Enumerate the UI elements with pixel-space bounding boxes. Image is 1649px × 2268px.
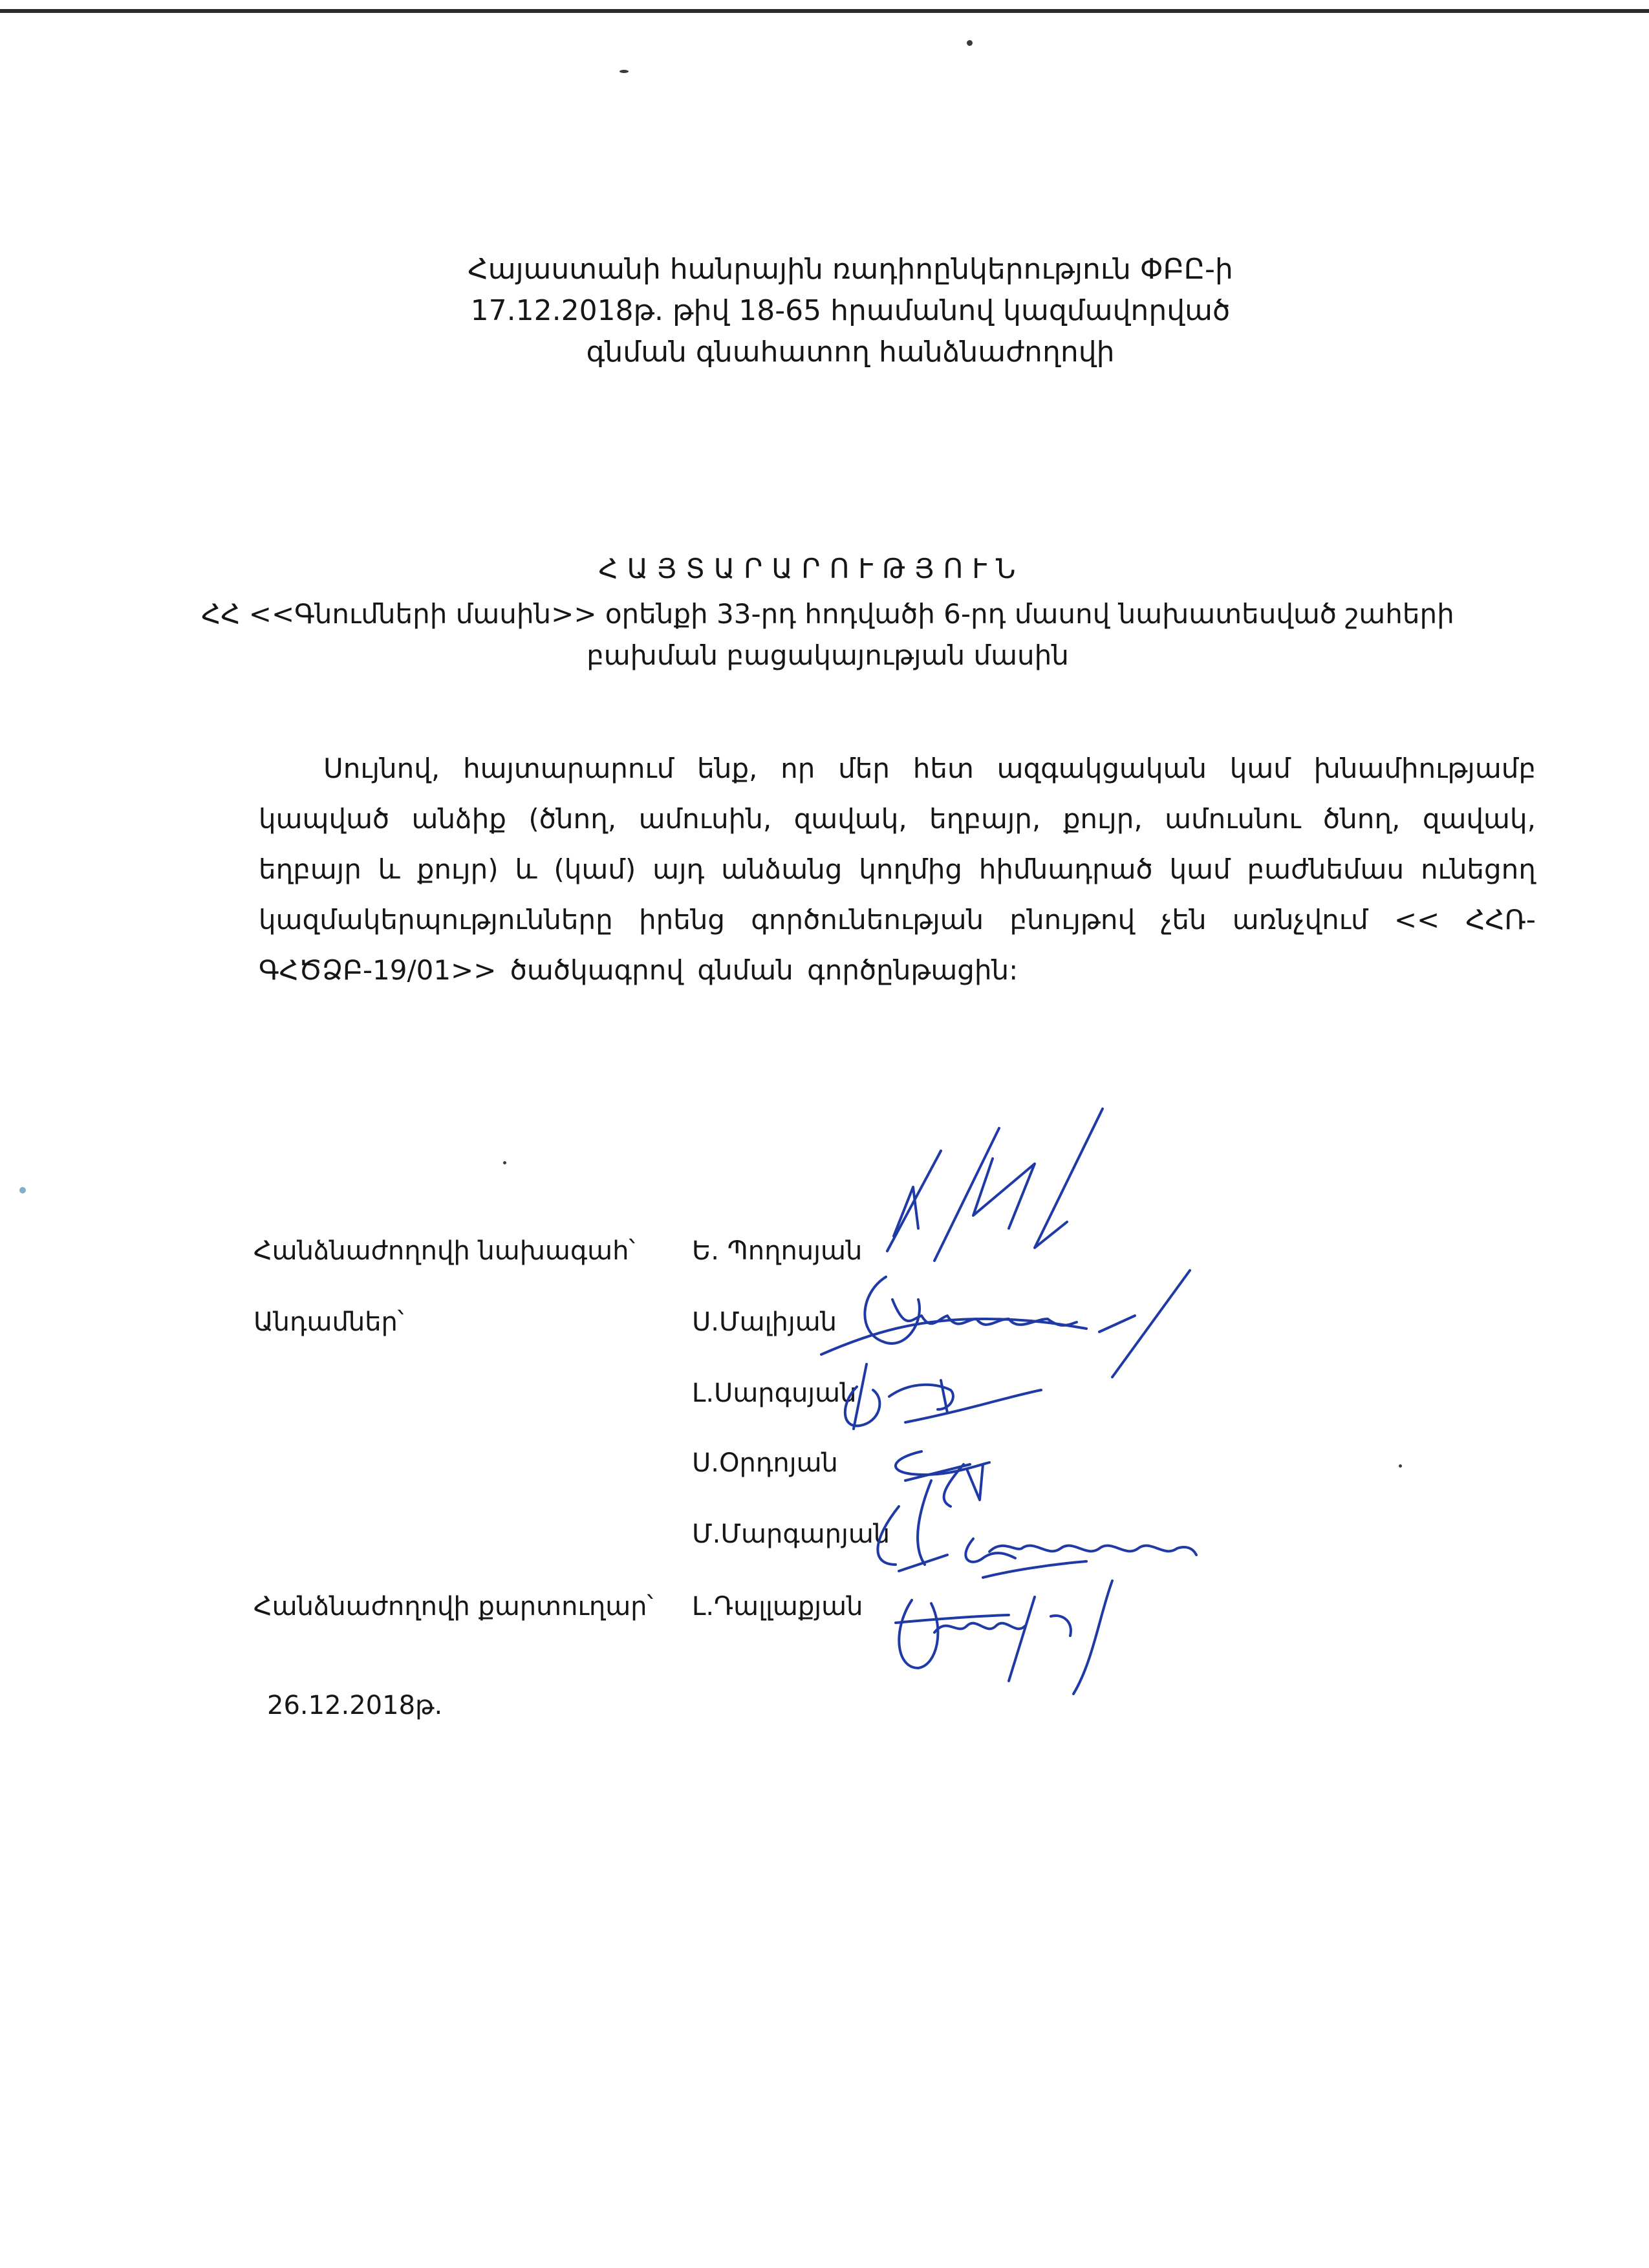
addressee-line: 17.12.2018թ. թիվ 18-65 հրամանով կազմավորված (470, 294, 1231, 327)
paragraph-line (259, 895, 1536, 945)
paragraph-word: և (378, 853, 400, 885)
subtitle-line: բախման բացակայության մասին (587, 639, 1069, 671)
paragraph-word: կազմակերպությունները (259, 904, 613, 936)
secretary-label: Հանձնաժողովի քարտուղար՝ (253, 1592, 654, 1621)
paragraph-word: հիմնադրած (978, 853, 1153, 885)
paragraph-word: բնույթով (1009, 904, 1136, 936)
signature-member-4 (878, 1481, 1196, 1578)
paragraph-word: կամ (1229, 753, 1291, 784)
scan-speck (967, 40, 973, 46)
paragraph-word: բաժնեմաս (1247, 853, 1405, 885)
scan-speck (503, 1161, 506, 1164)
paragraph-word: << (1394, 904, 1440, 936)
paragraph-word: զավակ, (1422, 803, 1536, 835)
signature-member-3 (896, 1451, 989, 1506)
document-title: ՀԱՅՏԱՐԱՐՈՒԹՅՈՒՆ (598, 553, 1025, 584)
signature-secretary (896, 1581, 1112, 1694)
chair-label: Հանձնաժողովի նախագահ՝ (253, 1236, 635, 1266)
subtitle-line: ՀՀ <<Գնումների մասին>> օրենքի 33-րդ հոդվածի 6-րդ մասով նախատեսված շահերի (201, 598, 1454, 630)
paragraph-word: կապված (259, 803, 390, 835)
paragraph-word: Սույնով, (323, 753, 440, 784)
member-name: Ս.Մալիյան (692, 1307, 837, 1337)
member-name: Լ.Սարգսյան (692, 1378, 857, 1408)
paragraph-word: եղբայր (259, 853, 361, 885)
scan-speck (620, 70, 629, 73)
paragraph-word: ենք, (697, 753, 758, 784)
paragraph-word: ծնող, (1323, 803, 1401, 835)
signature-member-1 (821, 1270, 1190, 1377)
paragraph-word: ամուսնու (1165, 803, 1301, 835)
chair-name: Ե. Պողոսյան (692, 1236, 863, 1266)
paragraph-line (259, 844, 1536, 895)
scan-speck (19, 1187, 26, 1193)
paragraph-word: ամուսին, (638, 803, 772, 835)
paragraph-word: առնչվում (1232, 904, 1368, 936)
paragraph-word: կամ (1169, 853, 1231, 885)
paragraph-word: մեր (838, 753, 890, 784)
paragraph-word: և (515, 853, 537, 885)
paragraph-word: քույր) (416, 853, 499, 885)
paragraph-word: գործունեության (751, 904, 984, 936)
paragraph-line: ԳՀԾՁԲ-19/01>> ծածկագրով գնման գործընթացին: (259, 954, 1018, 986)
paragraph-word: չեն (1161, 904, 1207, 936)
scan-edge-line (0, 9, 1649, 13)
paragraph-line (259, 794, 1536, 844)
paragraph-word: հայտարարում (462, 753, 674, 784)
addressee-block (453, 249, 1248, 373)
members-label: Անդամներ՝ (253, 1307, 404, 1337)
paragraph-word: ՀՀՌ- (1465, 904, 1536, 936)
paragraph-word: ազգակցական (997, 753, 1207, 784)
signature-chair (887, 1109, 1103, 1261)
scan-speck (1399, 1464, 1402, 1468)
addressee-line: Հայաստանի հանրային ռադիոընկերություն ՓԲԸ-ի (468, 253, 1233, 286)
secretary-name: Լ.Դալլաքյան (692, 1592, 863, 1621)
signature-member-2 (845, 1364, 1041, 1429)
paragraph-word: քույր, (1062, 803, 1143, 835)
addressee-line: գնման գնահատող հանձնաժողովի (586, 336, 1115, 369)
paragraph-word: եղբայր, (929, 803, 1041, 835)
document-subtitle (194, 594, 1461, 676)
paragraph-word: իրենց (638, 904, 726, 936)
paragraph-word: հետ (912, 753, 974, 784)
member-name: Մ.Մարգարյան (692, 1519, 890, 1549)
paragraph-word: կողմից (859, 853, 962, 885)
paragraph-word: զավակ, (793, 803, 907, 835)
paragraph-word: որ (781, 753, 815, 784)
paragraph-word: այդ (652, 853, 705, 885)
paragraph-word: անձանց (721, 853, 843, 885)
document-date: 26.12.2018թ. (267, 1691, 443, 1720)
paragraph-word: (կամ) (554, 853, 636, 885)
member-name: Ս.Օրդոյան (692, 1448, 838, 1478)
declaration-paragraph (259, 744, 1536, 996)
paragraph-line (259, 744, 1536, 794)
paragraph-word: խնամիությամբ (1313, 753, 1536, 784)
paragraph-word: ունեցող (1420, 853, 1536, 885)
paragraph-word: անձիք (411, 803, 506, 835)
paragraph-word: (ծնող, (528, 803, 617, 835)
